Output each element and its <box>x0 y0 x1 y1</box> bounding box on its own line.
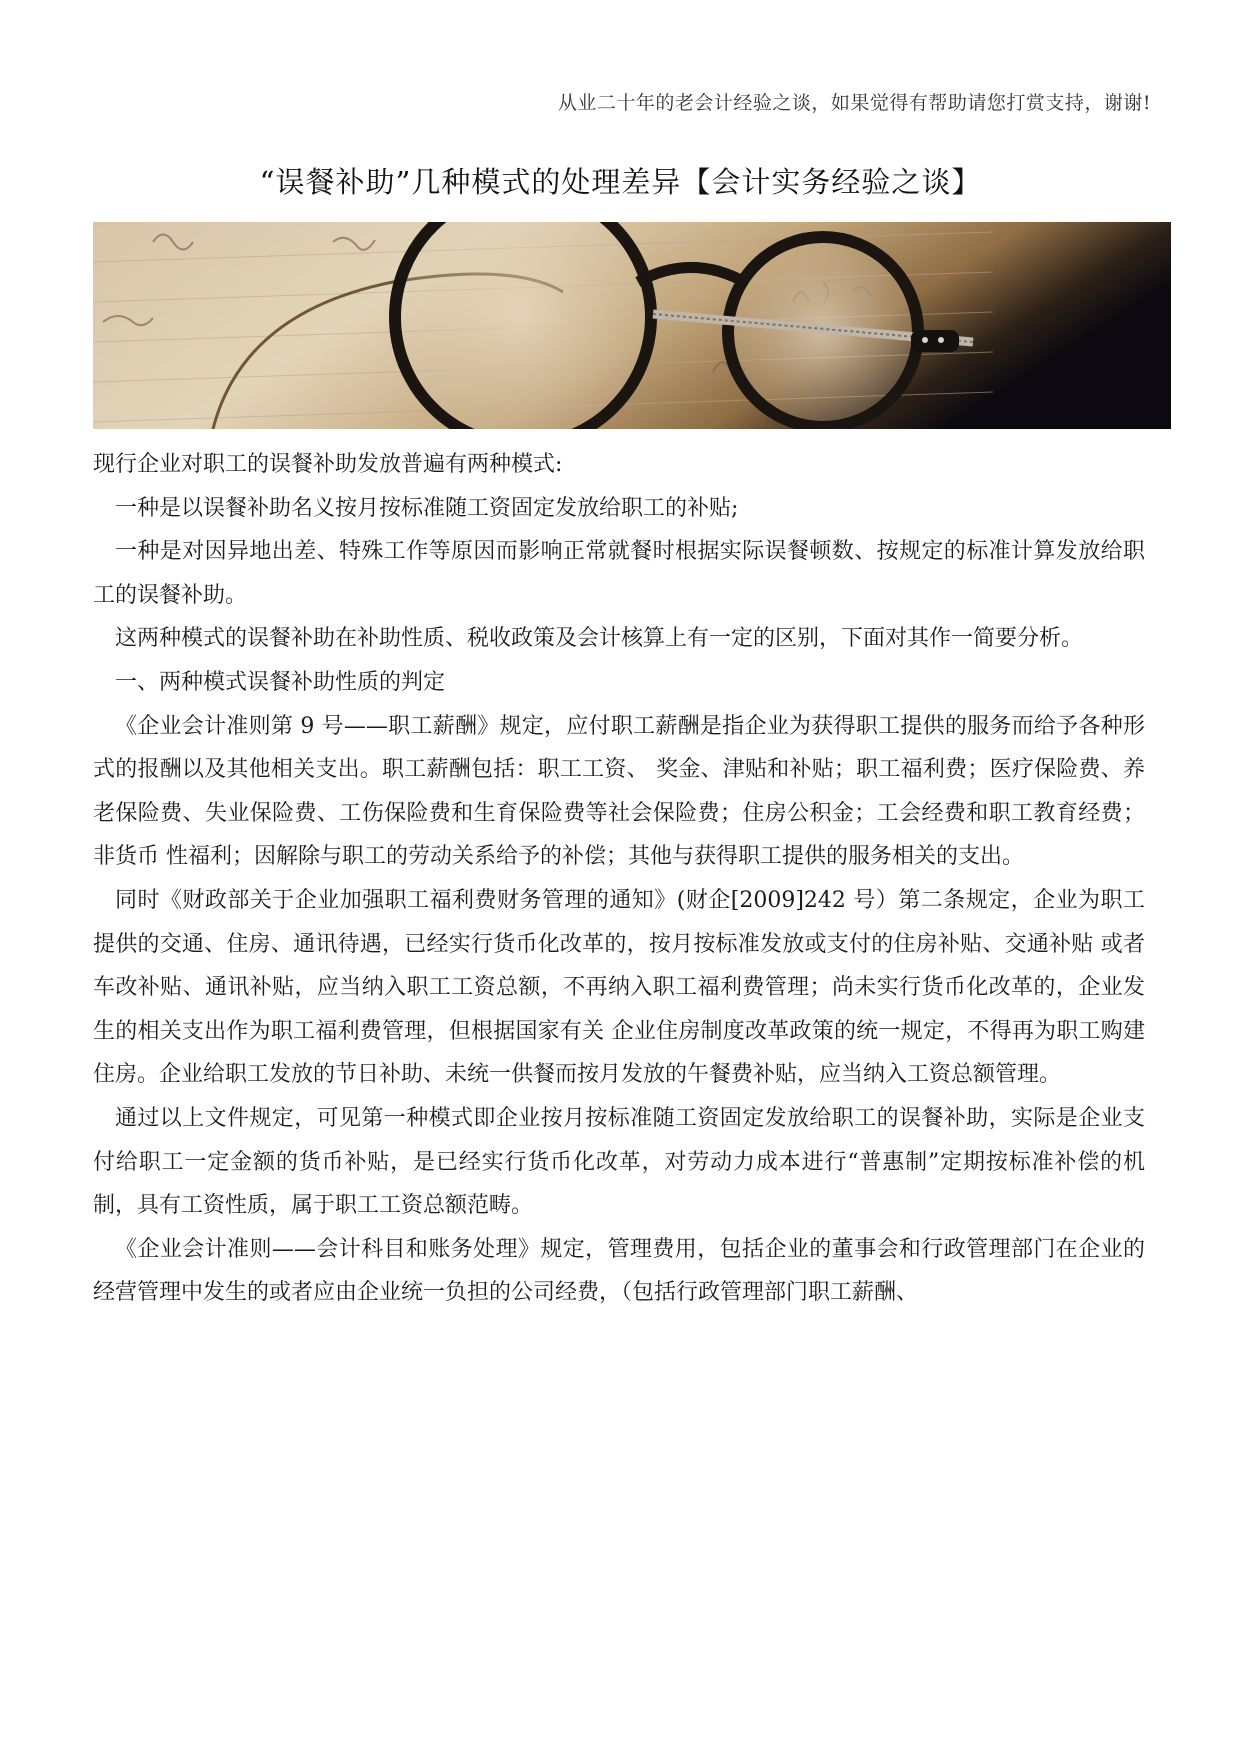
article-body <box>93 443 1145 1315</box>
paragraph: 现行企业对职工的误餐补助发放普遍有两种模式: <box>93 452 563 477</box>
paragraph: 一种是对因异地出差、特殊工作等原因而影响正常就餐时根据实际误餐顿数、按规定的标准计算发放给职工的误餐补助。 <box>93 539 1145 608</box>
section-heading: 一、两种模式误餐补助性质的判定 <box>115 669 446 695</box>
hero-image <box>93 222 1171 429</box>
page-title: “误餐补助”几种模式的处理差异【会计实务经验之谈】 <box>259 165 982 199</box>
paragraph: 这两种模式的误餐补助在补助性质、税收政策及会计核算上有一定的区别，下面对其作一简要分析。 <box>115 626 1084 652</box>
paragraph: 《企业会计准则——会计科目和账务处理》规定，管理费用，包括企业的董事会和行政管理部门在企业的经营管理中发生的或者应由企业统一负担的公司经费，（包括行政管理部门职工薪酬、 <box>93 1236 1145 1306</box>
header-note: 从业二十年的老会计经验之谈，如果觉得有帮助请您打赏支持，谢谢! <box>557 92 1151 114</box>
paragraph: 通过以上文件规定，可见第一种模式即企业按月按标准随工资固定发放给职工的误餐补助，实际是企业支付给职工一定金额的货币补贴，是已经实行货币化改革，对劳动力成本进行“普惠制”定期按标准补偿的机制，具有工资性质，属于职工工资总额范畴。 <box>93 1105 1145 1219</box>
paragraph: 《企业会计准则第 9 号——职工薪酬》规定，应付职工薪酬是指企业为获得职工提供的服务而给予各种形式的报酬以及其他相关支出。职工薪酬包括：职工工资、 奖金、津贴和补贴；职工福利费；医疗保险费、养老保险费、失业保险费、工伤保险费和生育保险费等社会保险费；住房公积金；工会经费和职工教育经费；非货币 性福利；因解除与职工的劳动关系给予的补偿；其他与获得职工提供的服务相关的支出。 <box>93 713 1145 870</box>
paragraph: 一种是以误餐补助名义按月按标准随工资固定发放给职工的补贴; <box>115 495 739 521</box>
eyeglasses-on-notebook-photo-icon <box>93 222 1171 429</box>
paragraph: 同时《财政部关于企业加强职工福利费财务管理的通知》(财企[2009]242 号）第二条规定，企业为职工提供的交通、住房、通讯待遇，已经实行货币化改革的，按月按标准发放或支付的住房补贴、交通补贴 或者车改补贴、通讯补贴，应当纳入职工工资总额，不再纳入职工福利费管理；尚未实行货币化改革的，企业发生的相关支出作为职工福利费管理，但根据国家有关 企业住房制度改革政策的统一规定，不得再为职工购建住房。企业给职工发放的节日补助、未统一供餐而按月发放的午餐费补贴，应当纳入工资总额管理。 <box>93 887 1145 1088</box>
